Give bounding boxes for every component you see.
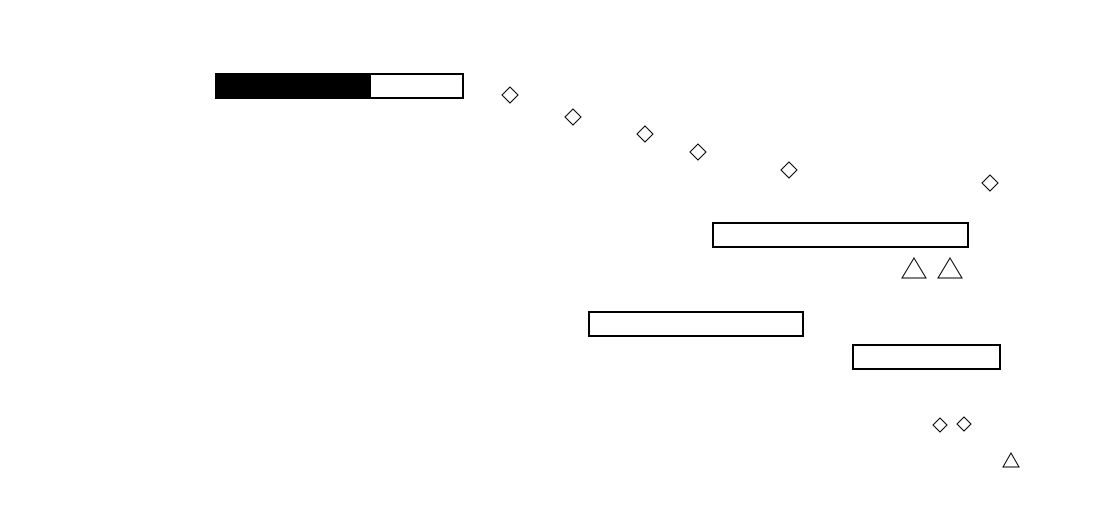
sw-development-bar [589,312,803,336]
edm-build-bar [713,223,968,247]
pre-acquisition-bar-fill [216,74,371,98]
sw-int-test-bar [853,345,1000,369]
